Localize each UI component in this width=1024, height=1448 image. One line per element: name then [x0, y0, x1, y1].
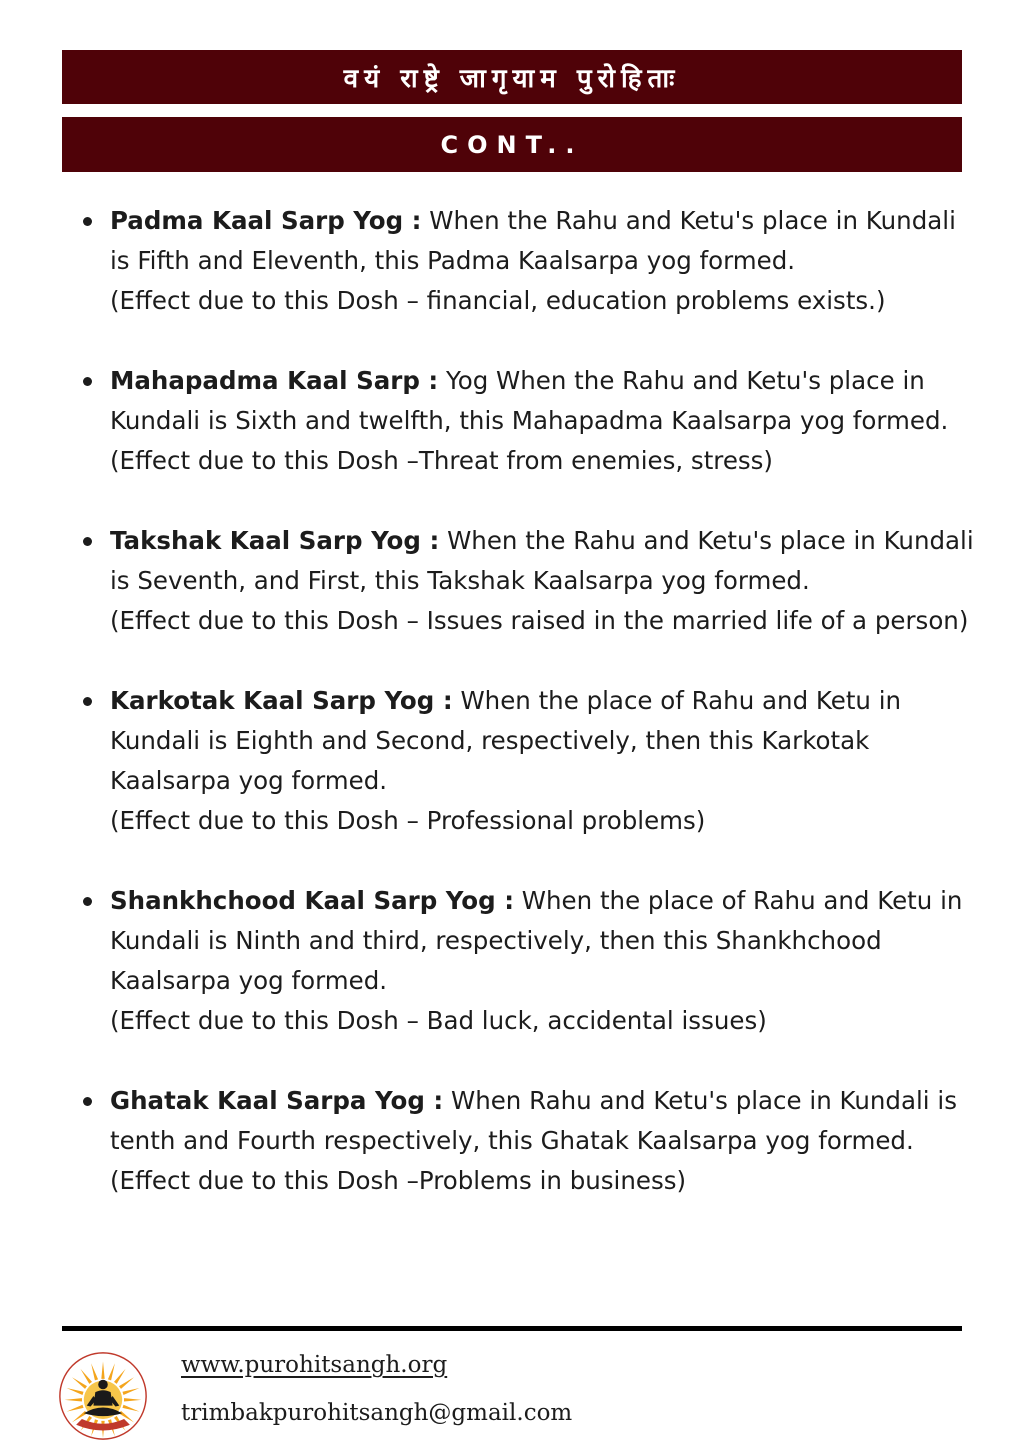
item-effect: (Effect due to this Dosh – Professional problems) — [110, 806, 706, 835]
website-link[interactable]: www.purohitsangh.org — [181, 1352, 448, 1378]
item-description: When Rahu and Ketu's place in Kundali is tenth and Fourth respectively, this Ghatak Kaalsarpa yog formed. — [110, 1086, 957, 1155]
email-address[interactable]: trimbakpurohitsangh@gmail.com — [181, 1400, 573, 1426]
item-effect: (Effect due to this Dosh – financial, education problems exists.) — [110, 286, 886, 315]
item-title: Padma Kaal Sarp Yog : — [110, 206, 422, 235]
list-item — [110, 201, 980, 321]
item-title: Mahapadma Kaal Sarp : — [110, 366, 439, 395]
item-description: When the Rahu and Ketu's place in Kundali is Seventh, and First, this Takshak Kaalsarpa yog formed. — [110, 526, 974, 595]
item-effect: (Effect due to this Dosh – Bad luck, accidental issues) — [110, 1006, 767, 1035]
item-effect: (Effect due to this Dosh –Problems in business) — [110, 1166, 687, 1195]
item-effect: (Effect due to this Dosh – Issues raised in the married life of a person) — [110, 606, 969, 635]
list-item — [110, 681, 980, 841]
footer-divider — [62, 1326, 962, 1331]
section-banner — [62, 117, 962, 172]
list-item — [110, 361, 980, 481]
item-title: Shankhchood Kaal Sarp Yog : — [110, 886, 514, 915]
yog-list — [110, 201, 980, 1241]
motto-text: वयं राष्ट्रे जागृयाम पुरोहिताः — [343, 64, 681, 94]
item-title: Ghatak Kaal Sarpa Yog : — [110, 1086, 444, 1115]
list-item — [110, 881, 980, 1041]
purohit-sangh-logo — [55, 1350, 151, 1442]
item-title: Takshak Kaal Sarp Yog : — [110, 526, 440, 555]
item-description: Yog When the Rahu and Ketu's place in Kundali is Sixth and twelfth, this Mahapadma Kaalsarpa yog formed. — [110, 366, 949, 435]
item-description: When the Rahu and Ketu's place in Kundali is Fifth and Eleventh, this Padma Kaalsarpa yog formed. — [110, 206, 956, 275]
item-title: Karkotak Kaal Sarp Yog : — [110, 686, 453, 715]
list-item — [110, 521, 980, 641]
list-item — [110, 1081, 980, 1201]
section-subtitle: CONT.. — [440, 130, 584, 159]
item-description: When the place of Rahu and Ketu in Kundali is Eighth and Second, respectively, then this Karkotak Kaalsarpa yog formed. — [110, 686, 902, 795]
item-description: When the place of Rahu and Ketu in Kundali is Ninth and third, respectively, then this Shankhchood Kaalsarpa yog formed. — [110, 886, 963, 995]
item-effect: (Effect due to this Dosh –Threat from enemies, stress) — [110, 446, 773, 475]
motto-banner — [62, 50, 962, 104]
